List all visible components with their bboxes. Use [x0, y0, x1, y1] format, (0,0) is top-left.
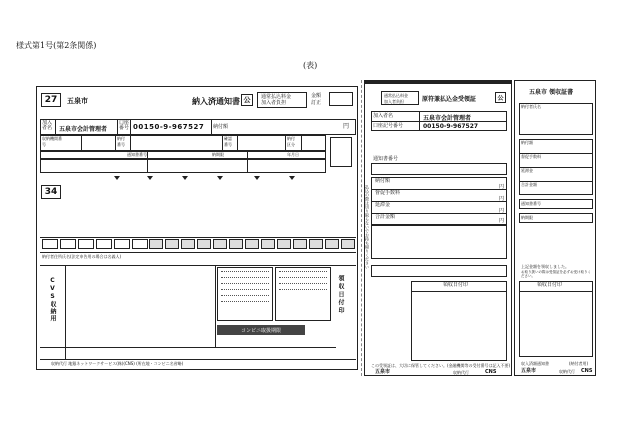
notice-no-label: 通知書番号: [127, 152, 147, 157]
mid-payee-label: 加入者名: [373, 113, 394, 119]
mid-notice-no: 通知書番号: [373, 156, 399, 162]
agency-label-2: 号: [42, 142, 46, 147]
amount-label-1: 金額: [311, 93, 322, 99]
side-box: [330, 137, 352, 167]
mid-note-2: 加入者負担: [384, 99, 404, 104]
amount-digit-boxes: [149, 239, 355, 249]
cvs-label: CVS収納用: [49, 277, 56, 322]
stub-bottom-left: 収入済額通知書: [521, 361, 549, 366]
stub-stamp-box: [519, 281, 593, 357]
category-label-2: 区分: [287, 142, 295, 147]
mid-note-1: 通常払込料金: [384, 93, 408, 98]
stub-stamp-label: 領収日付印: [537, 282, 563, 288]
conv-deadline: コンビニ取扱期限: [217, 325, 305, 335]
mid-payee: 五泉市会計管理者: [423, 115, 472, 122]
notice-textbox: [217, 267, 273, 321]
stub-bottom-right: (納付者用): [569, 361, 589, 366]
mid-tax-label: 納付額: [375, 178, 391, 184]
mid-yen-4: 円: [499, 218, 505, 224]
mid-yen-3: 円: [499, 208, 505, 214]
seal-mark: 公: [241, 94, 253, 106]
mid-payer-field: [371, 225, 507, 259]
amount-label-2: 訂正: [311, 100, 322, 106]
receipt-title: 原符兼払込金受領証: [422, 96, 477, 103]
stub-row-1: 納付額: [521, 140, 533, 145]
stub-city: 五泉市: [521, 368, 537, 374]
category-label: 納付: [287, 136, 295, 141]
code-digit-boxes: [42, 239, 148, 249]
cvs-note: 納付者住所氏名(法定申告用の場合は名義人): [42, 254, 122, 259]
account-label: 口座番号: [119, 120, 130, 131]
deadline-label: 納期限: [212, 152, 224, 157]
notice-form: [36, 86, 358, 370]
stub-cns: CNS: [581, 368, 593, 374]
code-row: [40, 135, 326, 151]
yen-mark: 円: [343, 123, 350, 130]
mid-stamp-label: 領収日付印: [443, 282, 469, 288]
stub-received-2: お取り扱いの際は受領証を必ずお受け取りください。: [521, 270, 591, 278]
stamp-column: 領収日付印: [337, 275, 344, 315]
stub-received-1: 上記金額を領収しました。: [521, 264, 569, 269]
form-number: 様式第1号(第2条関係): [16, 41, 97, 50]
confirm-label: 確認: [224, 136, 232, 141]
mid-seal: 公: [495, 92, 506, 103]
mid-stamp-box: [411, 281, 507, 361]
payee-label: 加入者名: [42, 120, 53, 131]
stub-agent: 収納代行: [559, 369, 575, 374]
stub-row-4: 合計金額: [521, 182, 537, 187]
fee-note-2: 加入者負担: [261, 100, 287, 106]
mid-note-box: [381, 91, 419, 105]
code-bottom: 34: [41, 185, 61, 199]
stub-payer-label: 納付者氏名: [521, 104, 541, 109]
agency-label: 収納機関番: [42, 136, 62, 141]
mid-total-label: 合計金額: [375, 214, 396, 220]
date-label: 年月日: [287, 152, 299, 157]
mid-bottom-note: この受領証は、大切に保管してください。(金融機関等の受付番号は記入不要): [371, 363, 511, 368]
stub-row-2: 督促手数料: [521, 154, 541, 159]
payee-name: 五泉市会計管理者: [59, 126, 108, 133]
mid-account-label: 口座記号番号: [373, 123, 404, 129]
stub-title: 五泉市 領収証書: [529, 89, 574, 96]
mid-city: 五泉市: [375, 369, 391, 375]
pay-no-label: 納付: [117, 136, 125, 141]
fee-note-1: 通常払込料金: [261, 94, 292, 100]
label-row: [40, 151, 326, 159]
left-footer: 収納代行 地銀ネットワークサービス(株)(CNS) (所在地・コンビニ名省略): [51, 361, 184, 366]
notice-textbox-2: [275, 267, 331, 321]
mid-side-note: 払込の際は切り取らないでお持ち帰りください: [365, 185, 370, 269]
mid-overdue-label: 督促手数料: [375, 190, 401, 196]
stub-row-3: 延滞金: [521, 168, 533, 173]
fee-note-box: [257, 92, 307, 108]
mid-arrears-label: 延滞金: [375, 202, 391, 208]
mid-deadline-field: [371, 265, 507, 277]
payment-label: 納付額: [213, 124, 229, 130]
receipt-form: [364, 80, 512, 376]
mid-yen-2: 円: [499, 196, 505, 202]
stub-deadline-label: 納期限: [521, 215, 533, 220]
value-row: [40, 159, 326, 173]
mid-notice-field: [371, 163, 507, 175]
stub-form: [514, 80, 596, 376]
cut-line: [361, 80, 362, 376]
side-label: (表): [303, 61, 318, 70]
city-name: 五泉市: [67, 97, 88, 105]
mid-cns: CNS: [485, 369, 497, 375]
correction-box: [329, 92, 353, 106]
confirm-label-2: 番号: [224, 142, 232, 147]
code-top: 27: [41, 93, 61, 107]
pay-no-label-2: 番号: [117, 142, 125, 147]
form-title: 納入済通知書: [192, 97, 240, 106]
mid-yen-1: 円: [499, 184, 505, 190]
mid-agent: 収納代行: [453, 370, 469, 375]
account-number: 00150-9-967527: [133, 123, 205, 131]
mid-account: 00150-9-967527: [423, 123, 479, 130]
stub-notice-label: 通知書番号: [521, 201, 541, 206]
